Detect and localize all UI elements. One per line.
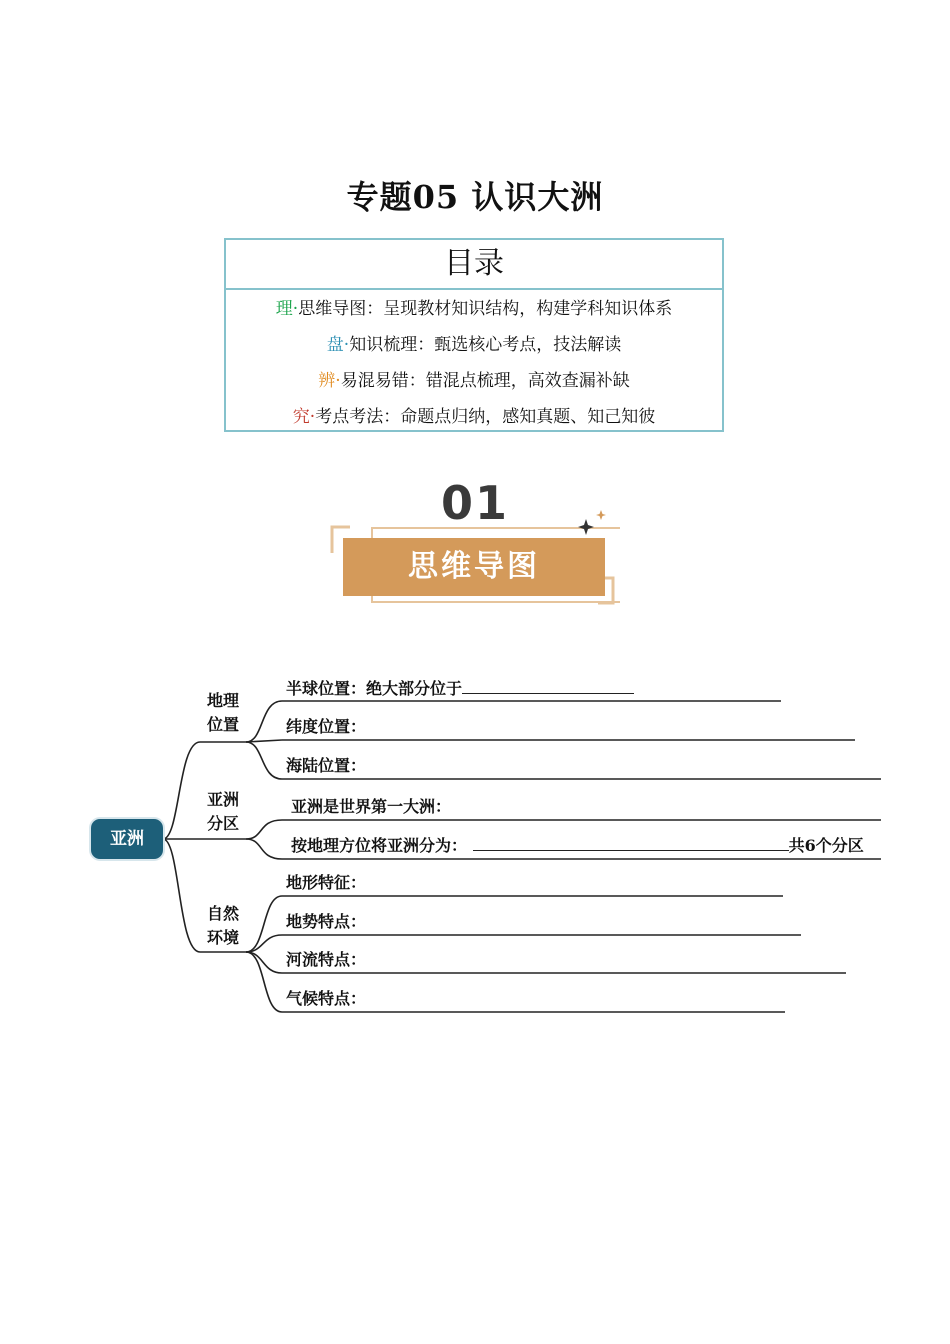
toc-sep: ·: [292, 299, 299, 319]
toc-label: 考点考法：: [315, 407, 401, 427]
item-elevation: 地势特点：: [286, 912, 367, 931]
connector-item: [246, 952, 282, 1012]
branch-label-line: 地理: [206, 691, 239, 710]
answer-blank[interactable]: [462, 679, 634, 694]
answer-blank[interactable]: [473, 836, 789, 851]
connector-item: [246, 839, 282, 859]
branch-label-line: 自然: [206, 904, 239, 923]
branch-label-nature: [203, 902, 243, 950]
toc-label: 思维导图：: [298, 299, 384, 319]
toc-tag: 盘: [326, 335, 344, 355]
connector-item: [246, 952, 282, 973]
toc-desc: 命题点归纳，感知真题、知己知彼: [400, 407, 656, 427]
item-rivers: 河流特点：: [286, 950, 367, 969]
item-label: 半球位置：绝大部分位于: [286, 679, 463, 698]
connector-root-location: [163, 742, 200, 839]
toc-tag: 理: [275, 299, 293, 319]
section-label: 思维导图: [343, 538, 605, 596]
connector-root-nature: [163, 839, 200, 952]
branch-label-line: 分区: [206, 814, 239, 833]
item-latitude: 纬度位置：: [286, 717, 367, 736]
item-hemisphere: [286, 676, 634, 699]
toc-tag: 辨: [318, 371, 336, 391]
toc-desc: 甄选核心考点，技法解读: [434, 335, 622, 355]
item-climate: 气候特点：: [286, 989, 367, 1008]
connector-item: [246, 742, 282, 779]
item-suffix: 共6个分区: [788, 836, 864, 855]
connector-item: [246, 820, 282, 839]
toc-sep: ·: [309, 407, 316, 427]
toc-heading: 目录: [226, 240, 722, 290]
branch-label-line: 环境: [206, 928, 239, 947]
toc-sep: ·: [335, 371, 341, 391]
toc-tag: 究: [292, 407, 310, 427]
item-land-sea: 海陆位置：: [286, 756, 367, 775]
item-divisions: [291, 833, 864, 856]
branch-label-region: [203, 788, 243, 836]
toc-desc: 错混点梳理，高效查漏补缺: [425, 371, 630, 391]
branch-label-line: 亚洲: [206, 790, 239, 809]
toc-sep: ·: [343, 335, 350, 355]
item-largest-continent: 亚洲是世界第一大洲：: [291, 797, 452, 816]
page-title: 专题05 认识大洲: [346, 178, 604, 216]
branch-label-line: 位置: [206, 715, 239, 734]
section-number: 01: [440, 476, 509, 530]
toc-desc: 呈现教材知识结构，构建学科知识体系: [383, 299, 673, 319]
toc-label: 易混易错：: [340, 371, 426, 391]
toc-label: 知识梳理：: [349, 335, 435, 355]
mind-map-root: 亚洲: [91, 819, 163, 859]
connector-item: [246, 701, 282, 742]
branch-label-location: [203, 689, 243, 737]
item-terrain: 地形特征：: [286, 873, 367, 892]
item-label: 按地理方位将亚洲分为：: [291, 836, 468, 855]
